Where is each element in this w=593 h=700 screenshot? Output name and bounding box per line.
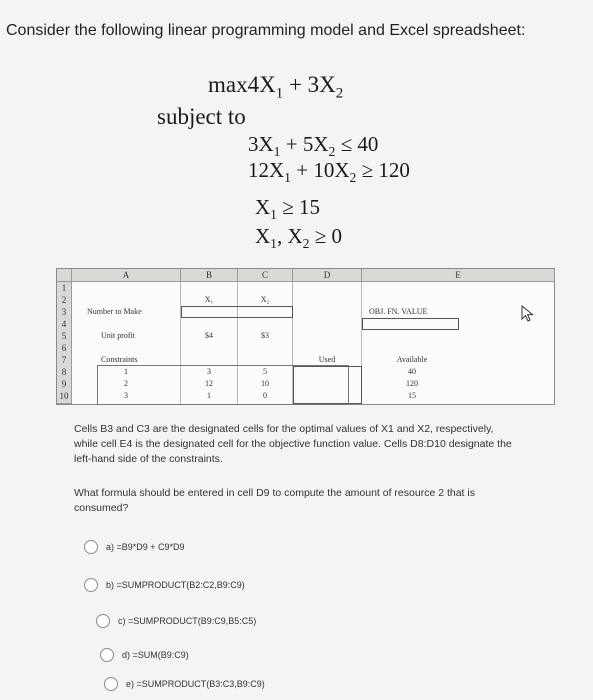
constraint-2: $12X_1 + 10X_2 \ge 120$ — [248, 158, 410, 186]
question-heading: Consider the following linear programming model and Excel spreadsheet: — [6, 22, 526, 39]
row-header-7: 7 — [57, 354, 72, 367]
option-label: d) =SUM(B9:C9) — [122, 650, 189, 660]
radio-button[interactable] — [84, 578, 98, 592]
cell-e7: Available — [396, 355, 428, 364]
corner-cell — [57, 269, 72, 282]
cell-b5: $4 — [205, 331, 213, 340]
objective-function: $\max 4X_1 + 3X_2$ — [208, 72, 344, 102]
option-d[interactable] — [100, 648, 189, 662]
row-header-5: 5 — [57, 330, 72, 343]
nonnegativity-constraint: $X_1$, $X_2 \ge 0$ — [255, 224, 343, 252]
radio-button[interactable] — [100, 648, 114, 662]
objective-cell-box — [362, 318, 459, 330]
mouse-pointer-icon — [521, 305, 535, 323]
cell-c10: 0 — [263, 391, 267, 400]
row-header-2: 2 — [57, 294, 72, 307]
decision-cells-box — [181, 306, 293, 318]
cell-a10: 3 — [124, 391, 128, 400]
option-c[interactable] — [96, 614, 256, 628]
cell-a7: Constraints — [101, 355, 138, 364]
col-header-a: A — [72, 269, 181, 282]
constraint-1: $3X_1 + 5X_2 \le 40$ — [248, 132, 379, 160]
cell-d7: Used — [318, 355, 336, 364]
question-text: What formula should be entered in cell D9 to compute the amount of resource 2 that is consumed? — [74, 487, 475, 514]
col-header-c: C — [238, 269, 293, 282]
cell-e9: 120 — [406, 379, 418, 388]
cell-c5: $3 — [261, 331, 269, 340]
option-label: b) =SUMPRODUCT(B2:C2,B9:C9) — [106, 580, 245, 590]
cell-a9: 2 — [124, 379, 128, 388]
cell-a3: Number to Make — [87, 307, 142, 316]
subject-to-label: subject to — [157, 104, 246, 129]
option-label: c) =SUMPRODUCT(B9:C9,B5:C5) — [118, 616, 257, 626]
radio-button[interactable] — [96, 614, 110, 628]
excel-spreadsheet — [56, 268, 555, 405]
cell-a5: Unit profit — [101, 331, 135, 340]
cell-b10: 1 — [207, 391, 211, 400]
option-e[interactable] — [104, 677, 265, 691]
problem-description: Cells B3 and C3 are the designated cells for the optimal values of X1 and X2, respectively, while cell E4 is the designated cell for the objective function value. Cells D8:D10 designate the left-hand side of the constraints. — [74, 423, 512, 465]
cell-b8: 3 — [207, 367, 211, 376]
option-label: e) =SUMPRODUCT(B3:C3,B9:C9) — [126, 679, 265, 689]
option-a[interactable] — [84, 540, 185, 554]
row-header-8: 8 — [57, 366, 72, 379]
radio-button[interactable] — [84, 540, 98, 554]
row-header-4: 4 — [57, 318, 72, 331]
cell-b9: 12 — [205, 379, 213, 388]
cell-c9: 10 — [261, 379, 269, 388]
cell-e10: 15 — [408, 391, 416, 400]
radio-button[interactable] — [104, 677, 118, 691]
cell-e3: OBJ. FN. VALUE — [369, 307, 428, 316]
col-header-b: B — [181, 269, 238, 282]
row-header-9: 9 — [57, 378, 72, 391]
cell-c8: 5 — [263, 367, 267, 376]
col-header-e: E — [362, 269, 555, 282]
row-header-1: 1 — [57, 282, 72, 295]
cell-e8: 40 — [408, 367, 416, 376]
col-header-d: D — [293, 269, 362, 282]
row-header-10: 10 — [57, 390, 72, 404]
cell-c2: X₂ — [260, 295, 270, 304]
constraint-3: $X_1 \ge 15$ — [255, 195, 321, 223]
cell-b2: X₁ — [204, 295, 214, 304]
row-header-3: 3 — [57, 306, 72, 319]
option-b[interactable] — [84, 578, 245, 592]
cell-a8: 1 — [124, 367, 128, 376]
option-label: a) =B9*D9 + C9*D9 — [106, 542, 185, 552]
row-header-6: 6 — [57, 342, 72, 355]
